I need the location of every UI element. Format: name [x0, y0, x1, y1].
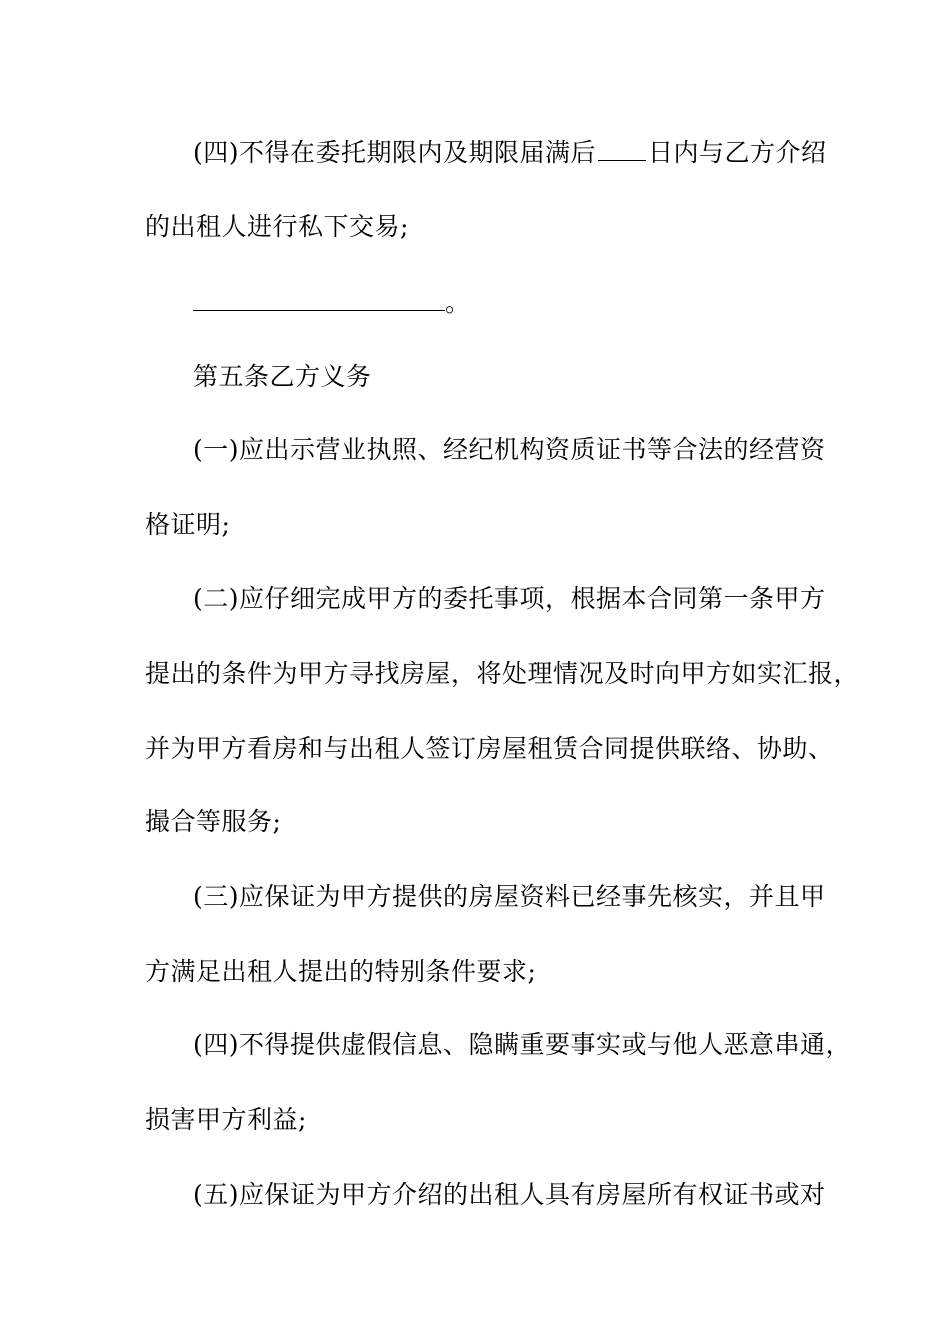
duty-2-line-3: 并为甲方看房和与出租人签订房屋租赁合同提供联络、协助、: [145, 734, 834, 763]
blank-clause-field: [193, 284, 445, 311]
duty-1-line-1: (一)应出示营业执照、经纪机构资质证书等合法的经营资: [193, 435, 826, 464]
duty-4-line-1: (四)不得提供虚假信息、隐瞒重要事实或与他人恶意串通，: [193, 1030, 852, 1059]
blank-days-field: [598, 134, 646, 161]
duty-3-line-1: (三)应保证为甲方提供的房屋资料已经事先核实，并且甲: [193, 882, 826, 911]
duty-4-line-2: 损害甲方利益;: [145, 1105, 307, 1134]
article-5-heading: 第五条乙方义务: [193, 362, 372, 391]
clause-text: 。: [445, 288, 471, 317]
duty-2-line-1: (二)应仔细完成甲方的委托事项，根据本合同第一条甲方: [193, 584, 826, 613]
clause-text: (四)不得在委托期限内及期限届满后: [193, 138, 597, 167]
clause-4-line-1: [193, 133, 825, 173]
duty-2-line-4: 撮合等服务;: [145, 807, 282, 836]
duty-3-line-2: 方满足出租人提出的特别条件要求;: [145, 957, 537, 986]
duty-5-line-1: (五)应保证为甲方介绍的出租人具有房屋所有权证书或对: [193, 1180, 826, 1209]
clause-4-line-2: 的出租人进行私下交易;: [145, 212, 409, 241]
clause-text: 日内与乙方介绍: [648, 138, 827, 167]
duty-1-line-2: 格证明;: [145, 510, 231, 539]
duty-2-line-2: 提出的条件为甲方寻找房屋，将处理情况及时向甲方如实汇报，: [145, 659, 860, 688]
blank-clause-line: [193, 283, 825, 323]
